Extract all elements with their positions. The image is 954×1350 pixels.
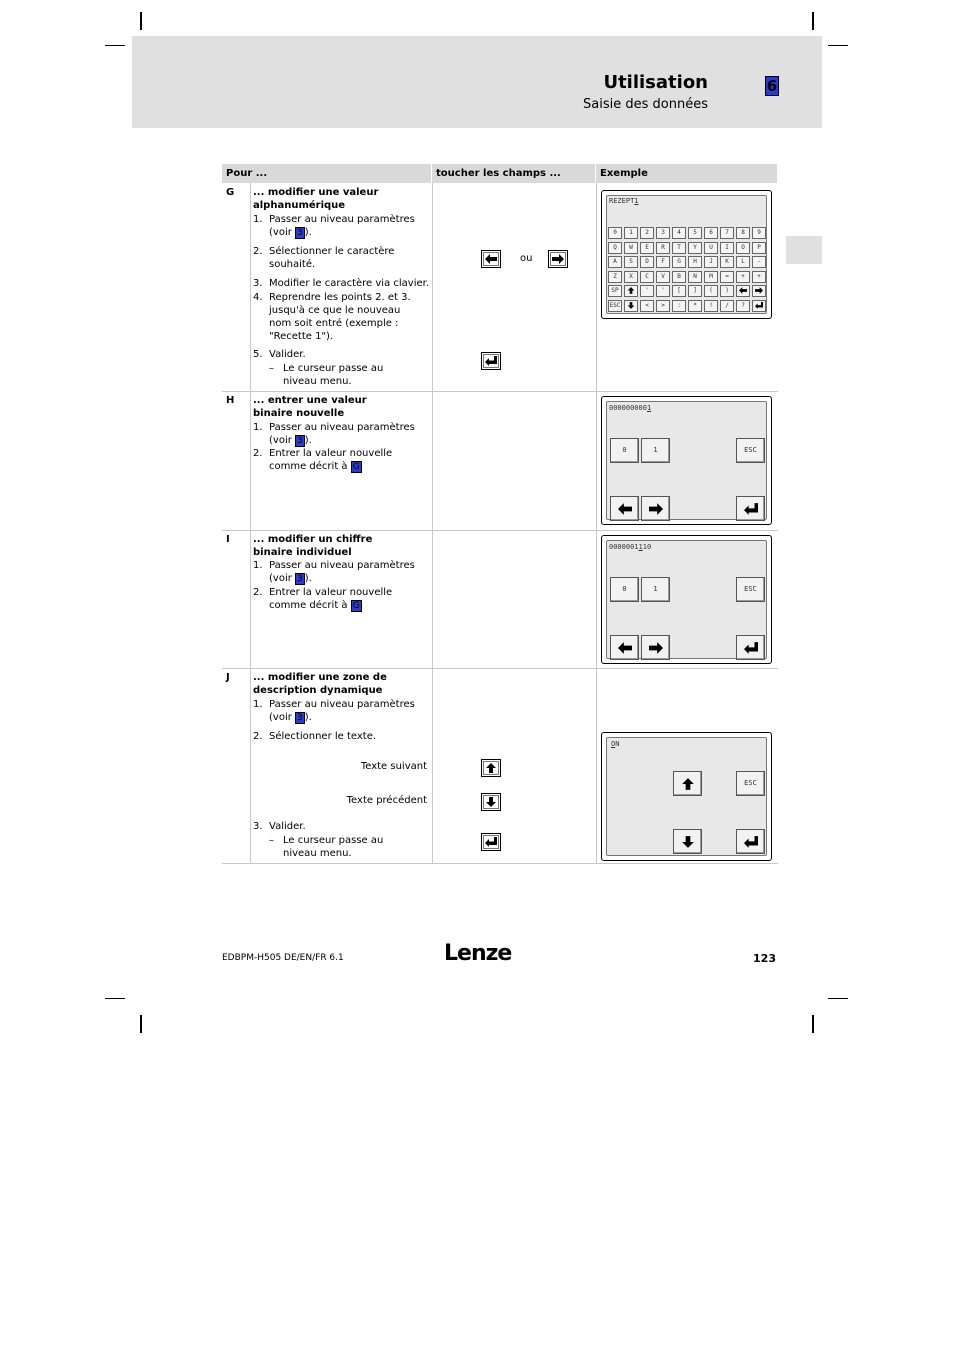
keyboard-key[interactable]: 5: [688, 227, 702, 239]
enter-icon: [744, 503, 758, 515]
page-subtitle: Saisie des données: [583, 97, 708, 112]
panel-screen: [606, 195, 767, 314]
row-letter: I: [226, 534, 230, 545]
keyboard-key[interactable]: W: [624, 242, 638, 254]
text-prev-button[interactable]: [673, 829, 702, 854]
row-letter: H: [226, 395, 235, 406]
esc-button[interactable]: ESC: [736, 438, 765, 463]
enter-button[interactable]: [736, 829, 765, 854]
example-binary-panel: [601, 396, 772, 525]
arrow-right-key[interactable]: [548, 250, 568, 268]
keyboard-key[interactable]: D: [640, 256, 654, 268]
keyboard-key[interactable]: G: [672, 256, 686, 268]
step-number: 4.: [253, 292, 263, 303]
enter-icon: [485, 356, 497, 366]
step-text: Sélectionner le caractère souhaité.: [269, 246, 395, 270]
arrow-right-icon: [552, 254, 564, 264]
step-text: Sélectionner le texte.: [269, 731, 377, 742]
keyboard-key[interactable]: H: [688, 256, 702, 268]
cursor-right-button[interactable]: [641, 496, 670, 521]
keyboard-key[interactable]: 9: [752, 227, 766, 239]
crop-mark: [140, 12, 142, 30]
keyboard-key-left[interactable]: [736, 285, 750, 297]
row-title: ... modifier une valeur alphanumérique: [253, 187, 379, 211]
keyboard-key[interactable]: F: [656, 256, 670, 268]
panel-screen: [606, 401, 767, 520]
arrow-left-key[interactable]: [481, 250, 501, 268]
step-number: 1.: [253, 560, 263, 571]
step-number: 3.: [253, 821, 263, 832]
arrow-left-icon: [618, 503, 632, 515]
sub-dash: –: [269, 363, 274, 374]
step-number: 2.: [253, 448, 263, 459]
keyboard-key[interactable]: >: [656, 300, 670, 312]
step-number: 1.: [253, 422, 263, 433]
arrow-down-icon: [485, 797, 497, 807]
keyboard-key[interactable]: K: [720, 256, 734, 268]
keyboard-key[interactable]: 6: [704, 227, 718, 239]
keyboard-key[interactable]: C: [640, 271, 654, 283]
reference-link[interactable]: 3: [297, 713, 303, 723]
next-text-label: Texte suivant: [360, 761, 427, 772]
keyboard-key[interactable]: J: [704, 256, 718, 268]
row-title: ... modifier une zone de description dynamique: [253, 672, 387, 696]
table-divider: [432, 183, 433, 863]
crop-mark: [828, 998, 848, 999]
col-header-exemple: Exemple: [596, 164, 777, 183]
keyboard-key-enter[interactable]: [752, 300, 766, 312]
step-number: 1.: [253, 214, 263, 225]
keyboard-key[interactable]: M: [704, 271, 718, 283]
keyboard-key[interactable]: 2: [640, 227, 654, 239]
arrow-down-icon: [681, 836, 695, 848]
keyboard-key[interactable]: -: [752, 256, 766, 268]
step-text: Passer au niveau paramètres (voir 3 ).: [269, 422, 415, 446]
reference-link[interactable]: G: [352, 462, 360, 472]
chapter-number: 6: [766, 77, 778, 95]
enter-icon: [744, 642, 758, 654]
col-header-pour: Pour ...: [222, 164, 431, 183]
digit-1-button[interactable]: 1: [641, 577, 670, 602]
keyboard-key[interactable]: !: [704, 300, 718, 312]
keyboard-key[interactable]: A: [608, 256, 622, 268]
screen-text: REZEPT1: [609, 197, 639, 205]
step-text: Passer au niveau paramètres (voir 3 ).: [269, 560, 415, 584]
virtual-keyboard: [608, 227, 766, 312]
page-number: 123: [753, 952, 776, 965]
example-text-select-panel: [601, 732, 772, 861]
step-text: Entrer la valeur nouvelle comme décrit à G: [269, 587, 393, 611]
left-icon: [739, 287, 747, 294]
step-text: Passer au niveau paramètres (voir 3 ).: [269, 214, 415, 238]
lenze-logo: Lenze: [444, 941, 512, 966]
prev-text-label: Texte précédent: [346, 795, 427, 806]
step-number: 2.: [253, 587, 263, 598]
crop-mark: [105, 998, 125, 999]
keyboard-key[interactable]: *: [688, 300, 702, 312]
table-divider: [596, 183, 597, 863]
crop-mark: [105, 45, 125, 46]
keyboard-key-right[interactable]: [752, 285, 766, 297]
keyboard-key[interactable]: 7: [720, 227, 734, 239]
up-icon: [627, 287, 635, 294]
step-subtext: Le curseur passe au niveau menu.: [283, 835, 384, 859]
crop-mark: [812, 1015, 814, 1033]
right-icon: [755, 287, 763, 294]
step-text: Valider.: [269, 821, 306, 832]
keyboard-key[interactable]: L: [736, 256, 750, 268]
keyboard-key[interactable]: (: [704, 285, 718, 297]
keyboard-key-up[interactable]: [624, 285, 638, 297]
crop-mark: [828, 45, 848, 46]
keyboard-key[interactable]: 0: [608, 227, 622, 239]
reference-link[interactable]: 3: [297, 436, 303, 446]
crop-mark: [812, 12, 814, 30]
keyboard-key[interactable]: Y: [688, 242, 702, 254]
esc-button[interactable]: ESC: [736, 771, 765, 796]
keyboard-key[interactable]: Z: [608, 271, 622, 283]
col-header-toucher: toucher les champs ...: [432, 164, 595, 183]
step-text: Valider.: [269, 349, 306, 360]
keyboard-key[interactable]: P: [752, 242, 766, 254]
enter-button[interactable]: [736, 496, 765, 521]
enter-icon: [744, 836, 758, 848]
keyboard-key[interactable]: I: [720, 242, 734, 254]
step-number: 3.: [253, 278, 263, 289]
cursor-left-button[interactable]: [610, 496, 639, 521]
keyboard-key[interactable]: 8: [736, 227, 750, 239]
table-divider: [222, 530, 778, 531]
enter-button[interactable]: [736, 635, 765, 660]
table-divider: [222, 668, 778, 669]
arrow-up-key[interactable]: [481, 759, 501, 777]
keyboard-key[interactable]: N: [688, 271, 702, 283]
keyboard-key[interactable]: =: [720, 271, 734, 283]
keyboard-key[interactable]: ESC: [608, 300, 622, 312]
table-divider: [222, 863, 778, 864]
step-text: Passer au niveau paramètres (voir 3 ).: [269, 699, 415, 723]
step-number: 2.: [253, 246, 263, 257]
table-divider: [250, 183, 251, 863]
keyboard-key[interactable]: X: [624, 271, 638, 283]
screen-text: ON: [611, 740, 620, 748]
keyboard-key[interactable]: /: [720, 300, 734, 312]
keyboard-key[interactable]: Q: [608, 242, 622, 254]
row-title: ... entrer une valeur binaire nouvelle: [253, 395, 367, 419]
sub-dash: –: [269, 835, 274, 846]
row-letter: J: [226, 672, 230, 683]
reference-link[interactable]: 3: [297, 574, 303, 584]
keyboard-key[interactable]: T: [672, 242, 686, 254]
digit-0-button[interactable]: 0: [610, 438, 639, 463]
keyboard-key[interactable]: ': [656, 285, 670, 297]
screen-text: 0000000001: [609, 404, 652, 412]
step-text: Reprendre les points 2. et 3. jusqu'à ce que le nouveau nom soit entré (exemple : "Recette 1").: [269, 292, 411, 342]
keyboard-key[interactable]: +: [736, 271, 750, 283]
keyboard-key[interactable]: 4: [672, 227, 686, 239]
keyboard-key[interactable]: ): [720, 285, 734, 297]
cursor-right-button[interactable]: [641, 635, 670, 660]
keyboard-key[interactable]: ': [640, 285, 654, 297]
keyboard-key-down[interactable]: [624, 300, 638, 312]
arrow-right-icon: [649, 503, 663, 515]
keyboard-key[interactable]: [: [672, 285, 686, 297]
keyboard-key[interactable]: S: [624, 256, 638, 268]
keyboard-key[interactable]: +: [752, 271, 766, 283]
cursor-left-button[interactable]: [610, 635, 639, 660]
keyboard-key[interactable]: ?: [736, 300, 750, 312]
enter-key[interactable]: [481, 833, 501, 851]
or-label: ou: [520, 253, 533, 264]
panel-screen: [606, 540, 767, 659]
enter-key[interactable]: [481, 352, 501, 370]
down-icon: [627, 302, 635, 309]
keyboard-key[interactable]: R: [656, 242, 670, 254]
arrow-left-icon: [485, 254, 497, 264]
keyboard-key[interactable]: V: [656, 271, 670, 283]
crop-mark: [140, 1015, 142, 1033]
digit-1-button[interactable]: 1: [641, 438, 670, 463]
table-divider: [222, 391, 778, 392]
panel-screen: [606, 737, 767, 856]
example-keyboard-panel: [601, 190, 772, 319]
arrow-up-icon: [681, 778, 695, 790]
enter-icon: [755, 302, 763, 309]
page-header: [132, 36, 822, 128]
page-title: Utilisation: [603, 72, 708, 93]
keyboard-key[interactable]: O: [736, 242, 750, 254]
keyboard-key[interactable]: ]: [688, 285, 702, 297]
reference-link[interactable]: G: [352, 601, 360, 611]
step-text: Modifier le caractère via clavier.: [269, 278, 430, 289]
keyboard-key[interactable]: U: [704, 242, 718, 254]
arrow-up-icon: [485, 763, 497, 773]
step-number: 2.: [253, 731, 263, 742]
step-subtext: Le curseur passe au niveau menu.: [283, 363, 384, 387]
step-number: 1.: [253, 699, 263, 710]
arrow-right-icon: [649, 642, 663, 654]
keyboard-key[interactable]: E: [640, 242, 654, 254]
reference-link[interactable]: 3: [297, 228, 303, 238]
keyboard-key[interactable]: <: [640, 300, 654, 312]
arrow-down-key[interactable]: [481, 793, 501, 811]
step-text: Entrer la valeur nouvelle comme décrit à G: [269, 448, 393, 472]
keyboard-key[interactable]: B: [672, 271, 686, 283]
digit-0-button[interactable]: 0: [610, 577, 639, 602]
keyboard-key[interactable]: 1: [624, 227, 638, 239]
text-next-button[interactable]: [673, 771, 702, 796]
step-number: 5.: [253, 349, 263, 360]
keyboard-key[interactable]: SP: [608, 285, 622, 297]
keyboard-key[interactable]: :: [672, 300, 686, 312]
keyboard-key[interactable]: 3: [656, 227, 670, 239]
example-binary-digit-panel: [601, 535, 772, 664]
chapter-side-tab: [786, 236, 822, 264]
document-id: EDBPM-H505 DE/EN/FR 6.1: [222, 953, 344, 963]
enter-icon: [485, 837, 497, 847]
row-letter: G: [226, 187, 235, 198]
arrow-left-icon: [618, 642, 632, 654]
row-title: ... modifier un chiffre binaire individuel: [253, 534, 373, 558]
screen-text: 0000001110: [609, 543, 652, 551]
esc-button[interactable]: ESC: [736, 577, 765, 602]
